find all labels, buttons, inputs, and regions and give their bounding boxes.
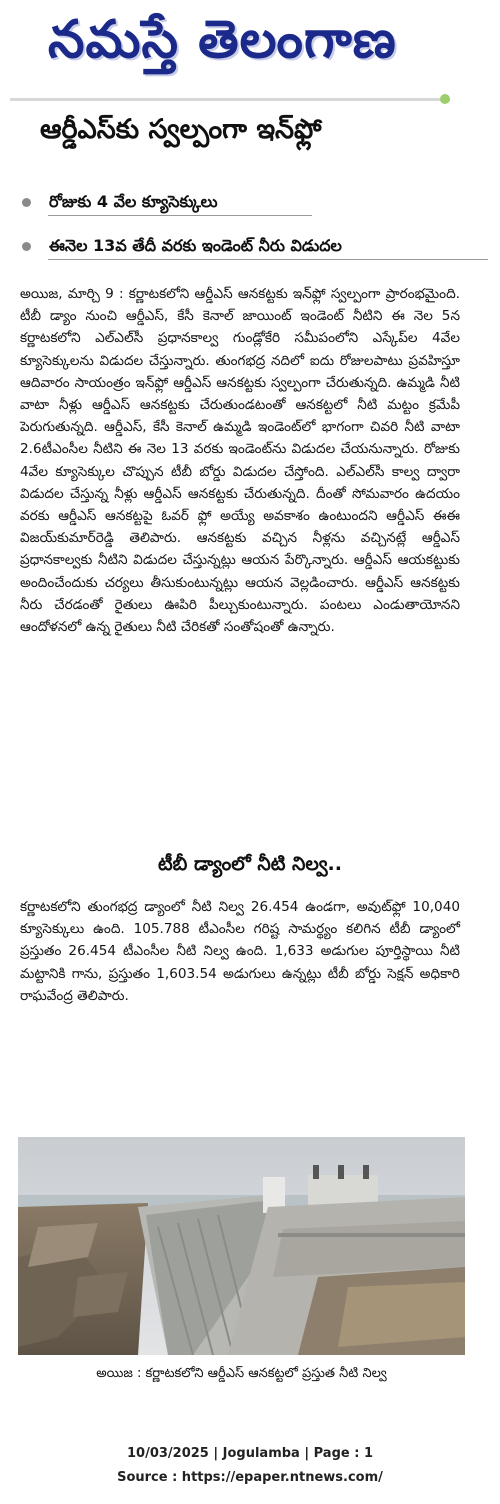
bullet-point-2 bbox=[22, 232, 482, 260]
masthead bbox=[0, 0, 500, 98]
bullet-dot-icon bbox=[22, 198, 31, 207]
photo-caption: అయిజ : కర్ణాటకలోని ఆర్డీఎస్ ఆనకట్టలో ప్రస్తుత నీటి నిల్వ bbox=[96, 1366, 387, 1381]
bullet-text: రోజుకు 4 వేల క్యూసెక్కులు bbox=[49, 192, 218, 211]
bullet-underline bbox=[48, 215, 312, 216]
bullet-underline bbox=[48, 259, 488, 260]
footer-source: Source : https://epaper.ntnews.com/ bbox=[117, 1470, 383, 1485]
bullet-dot-icon bbox=[22, 242, 31, 251]
article-body-2: కర్ణాటకలోని తుంగభద్ర డ్యాంలో నీటి నిల్వ 26.454 ఉండగా, అవుట్‌ఫ్లో 10,040 క్యూసెక్కులు ఉంది. 105.788 టీఎంసీల గరిష్ట సామర్థ్యం కలిగిన టీబీ డ్యాంలో ప్రస్తుతం 26.454 టీఎంసీల నీటి నిల్వ ఉంది. 1,633 అడుగుల పూర్తిస్థాయి నీటి మట్టానికి గాను, ప్రస్తుతం 1,603.54 అడుగులు ఉన్నట్లు టీబీ బోర్డు సెక్షన్ అధికారి రాఘవేంద్ర తెలిపారు. bbox=[20, 899, 460, 1004]
article-subheading: టీబీ డ్యాంలో నీటి నిల్వ.. bbox=[158, 853, 342, 875]
footer-edition-info: 10/03/2025 | Jogulamba | Page : 1 bbox=[126, 1446, 373, 1461]
masthead-dot-icon bbox=[440, 94, 450, 104]
article-headline: ఆర్డీఎస్‌కు స్వల్పంగా ఇన్‌ఫ్లో bbox=[40, 114, 322, 145]
article-body: అయిజ, మార్చి 9 : కర్ణాటకలోని ఆర్డీఎస్ ఆనకట్టకు ఇన్‌ఫ్లో స్వల్పంగా ప్రారంభమైంది. టీబీ డ్యాం నుంచి ఆర్డీఎస్, కేసీ కెనాల్ జాయింట్ ఇండెంట్ నీటిని ఈ నెల 5న కర్ణాటకలోని ఎల్‌ఎల్‌సీ ప్రధానకాల్వ గుండ్లోకేరి సమీపంలోని ఎస్కేప్‌ల 4వేల క్యూసెక్కులను విడుదల చేస్తున్నారు. తుంగభద్ర నదిలో ఐదు రోజులపాటు ప్రవహిస్తూ ఆదివారం సాయంత్రం ఇన్‌ఫ్లో ఆర్డీఎస్ ఆనకట్టకు స్వల్పంగా చేరుతున్నది. ఉమ్మడి నీటి వాటా నీళ్లు ఆర్డీఎస్ ఆనకట్టకు చేరుతుండటంతో ఆనకట్టలో నీటి మట్టం క్రమేపీ పెరుగుతున్నది. ఆర్డీఎస్, కేసీ కెనాల్ ఉమ్మడి ఇండెంట్‌లో భాగంగా చివరి నీటి వాటా 2.6టీఎంసీల నీటిని ఈ నెల 13 వరకు ఇండెంట్‌ను విడుదల చేయనున్నారు. రోజుకు 4వేల క్యూసెక్కుల చొప్పున టీబీ బోర్డు విడుదల చేస్తోంది. ఎల్‌ఎల్‌సీ కాల్వ ద్వారా విడుదల చేస్తున్న నీళ్లు ఆర్డీఎస్ ఆనకట్టకు చేరుతున్నది. దీంతో సోమవారం ఉదయం వరకు ఆర్డీఎస్ ఆనకట్టపై ఓవర్ ఫ్లో అయ్యే అవకాశం ఉంటుందని ఆర్డీఎస్ ఈఈ విజయ్‌కుమార్‌రెడ్డి తెలిపారు. ఆనకట్టకు వచ్చిన నీళ్లను వచ్చినట్లే ఆర్డీఎస్ ప్రధానకాల్వకు నీటిని విడుదల చేస్తున్నట్లు ఆయన పేర్కొన్నారు. ఆర్డీఎస్ ఆయకట్టుకు అందించేందుకు చర్యలు తీసుకుంటున్నట్లు ఆయన వెల్లడించారు. ఆర్డీఎస్ ఆనకట్టకు నీరు చేరడంతో రైతులు ఊపిరి పీల్చుకుంటున్నారు. పంటలు ఎండుతాయోనని ఆందోళనలో ఉన్న రైతులు నీటి చేరికతో సంతోషంతో ఉన్నారు. bbox=[20, 286, 461, 636]
dam-photo bbox=[18, 1137, 465, 1355]
bullet-text: ఈనెల 13వ తేదీ వరకు ఇండెంట్ నీరు విడుదల bbox=[49, 236, 342, 255]
newspaper-logo: నమస్తే తెలంగాణ bbox=[48, 10, 397, 70]
dam-photo-illustration bbox=[18, 1137, 465, 1355]
bullet-point-1 bbox=[22, 188, 482, 216]
footer bbox=[0, 1442, 500, 1490]
masthead-divider bbox=[10, 98, 450, 101]
